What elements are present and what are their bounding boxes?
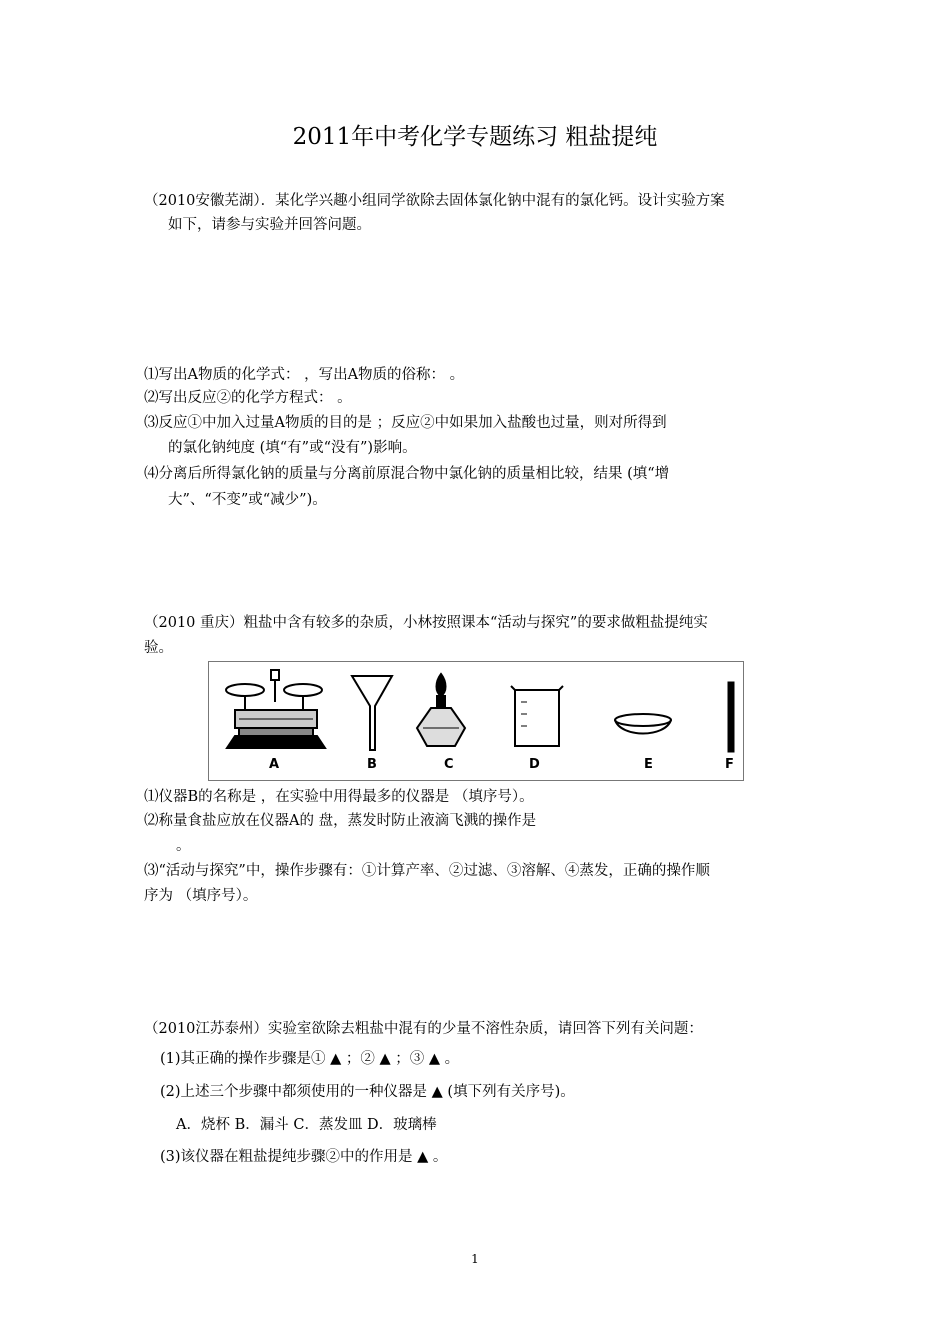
apparatus-figure [208, 661, 744, 781]
label-d: D [529, 757, 540, 772]
q1-sub2: ⑵写出反应②的化学方程式： 。 [144, 390, 352, 406]
q2-sub2-line1: ⑵称量食盐应放在仪器A的 盘，蒸发时防止液滴飞溅的操作是 [144, 813, 537, 829]
alcohol-lamp-icon [417, 674, 465, 746]
q1-sub3-line1: ⑶反应①中加入过量A物质的目的是 ；反应②中如果加入盐酸也过量，则对所得到 [144, 415, 667, 431]
page-number: 1 [471, 1252, 479, 1266]
page-title: 2011年中考化学专题练习 粗盐提纯 [292, 124, 658, 150]
q2-sub3-line1: ⑶“活动与探究”中，操作步骤有：①计算产率、②过滤、③溶解、④蒸发，正确的操作顺 [144, 863, 710, 879]
evaporating-dish-icon [615, 714, 671, 734]
label-b: B [367, 757, 377, 772]
q3-options: A．烧杯 B．漏斗 C．蒸发皿 D．玻璃棒 [176, 1117, 437, 1133]
q1-sub4-line1: ⑷分离后所得氯化钠的质量与分离前原混合物中氯化钠的质量相比较，结果 (填“增 [144, 466, 670, 482]
label-c: C [444, 757, 454, 772]
q1-sub3-line2: 的氯化钠纯度 (填“有”或“没有”)影响。 [168, 440, 417, 456]
q2-sub2-line2: 。 [176, 838, 191, 854]
funnel-icon [352, 676, 392, 750]
q1-intro-line2: 如下，请参与实验并回答问题。 [168, 217, 371, 233]
beaker-icon [511, 686, 563, 746]
q1-intro-line1: （2010安徽芜湖）．某化学兴趣小组同学欲除去固体氯化钠中混有的氯化钙。设计实验方案 [144, 193, 725, 209]
label-a: A [269, 757, 280, 772]
q2-intro-line1: （2010 重庆）粗盐中含有较多的杂质，小林按照课本“活动与探究”的要求做粗盐提纯实 [144, 615, 708, 631]
label-f: F [725, 757, 734, 772]
q3-intro: （2010江苏泰州）实验室欲除去粗盐中混有的少量不溶性杂质，请回答下列有关问题： [144, 1021, 703, 1037]
q3-sub1: (1)其正确的操作步骤是① ▲ ；② ▲ ；③ ▲ 。 [160, 1051, 460, 1067]
label-e: E [644, 757, 653, 772]
q2-sub1: ⑴仪器B的名称是 ，在实验中用得最多的仪器是 （填序号）。 [144, 789, 534, 805]
q1-sub1: ⑴写出A物质的化学式： ，写出A物质的俗称： 。 [144, 367, 465, 383]
balance-icon [226, 670, 325, 748]
glass-rod-icon [728, 682, 734, 752]
q3-sub2: (2)上述三个步骤中都须使用的一种仪器是 ▲ (填下列有关序号)。 [160, 1084, 575, 1100]
q2-sub3-line2: 序为 （填序号）。 [144, 888, 258, 904]
q1-sub4-line2: 大”、“不变”或“减少”)。 [168, 492, 327, 508]
q2-intro-line2: 验。 [144, 640, 173, 656]
q3-sub3: (3)该仪器在粗盐提纯步骤②中的作用是 ▲ 。 [160, 1149, 448, 1165]
